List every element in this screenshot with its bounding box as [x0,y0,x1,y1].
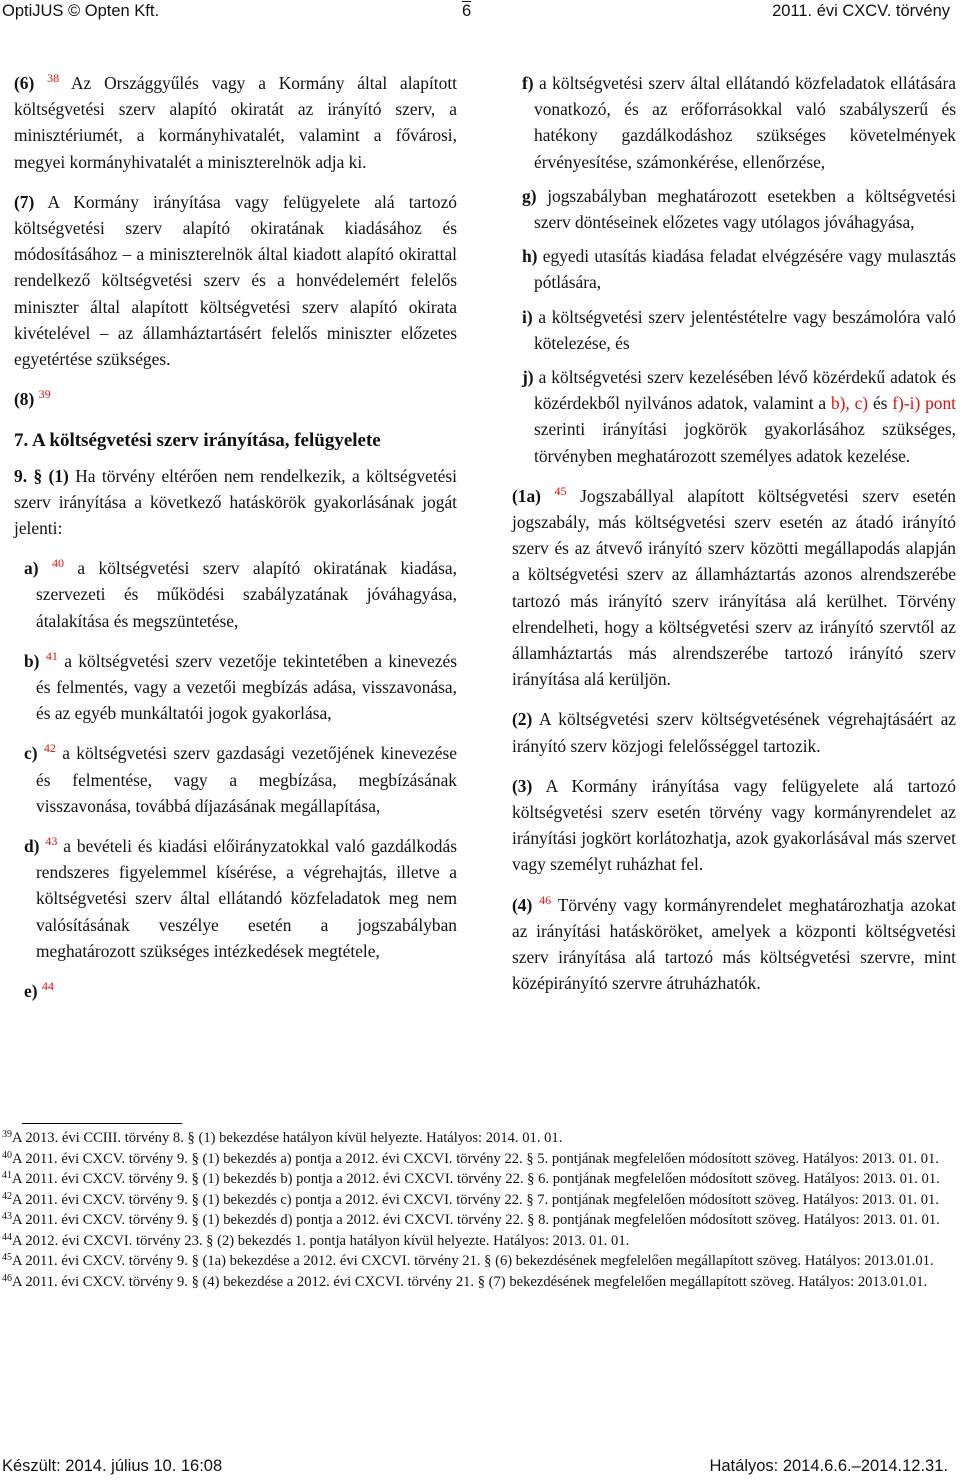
list-item-i [512,304,956,356]
paragraph-label: (1a) [512,485,541,506]
right-column [512,70,956,997]
footnote [2,1210,956,1231]
page-header [0,0,960,26]
footnote-text: A 2011. évi CXCV. törvény 9. § (1) bekezdés a) pontja a 2012. évi CXCVI. törvény 22. § 5. pontjának megfelelően módosított szöveg. Hatályos: 2013. 01. 01. [12,1150,939,1167]
footnote-text: A 2011. évi CXCV. törvény 9. § (1) bekezdés d) pontja a 2012. évi CXCVI. törvény 22. § 8. pontjának megfelelően módosított szöveg. Hatályos: 2013. 01. 01. [12,1212,940,1228]
cross-reference-link[interactable]: b), c) [830,393,869,414]
paragraph-label: (3) [512,775,533,796]
footnote-number: 44 [2,1231,12,1243]
list-item-f [512,70,956,175]
paragraph-text: A Kormány irányítása vagy felügyelete alá tartozó költségvetési szerv esetén törvény vagy kormányrendelet az irányítási jogkört korlátozhatja, azok gyakorlásával más szervet vagy személyt ruházhat fel. [512,775,956,875]
page-number: 6 [462,2,472,20]
footer-created: Készült: 2014. július 10. 16:08 [2,1457,223,1475]
footnote [2,1231,956,1252]
footnote-text: A 2012. évi CXCVI. törvény 23. § (2) bekezdés 1. pontja hatályon kívül helyezte. Hatályos: 2013. 01. 01. [12,1232,630,1249]
footnote-ref-43[interactable]: 43 [45,834,58,849]
item-text: szerinti irányítási jogkörök gyakorlásához szükséges, törvényben meghatározott személyes adatok kezelése. [534,419,956,466]
footnote-number: 41 [2,1170,12,1181]
footnote-number: 45 [2,1252,12,1263]
section-label: 9. § (1) [14,465,69,486]
paragraph-4 [512,892,956,997]
item-label: d) [24,836,40,857]
paragraph-label: (7) [14,191,35,212]
list-item-b [14,648,457,727]
section-heading: 7. A költségvetési szerv irányítása, felügyelete [14,430,381,452]
item-label: b) [24,650,40,671]
paragraph-text: A Kormány irányítása vagy felügyelete alá tartozó költségvetési szerv alapító okiratának kiadásához és módosításához – a miniszterelnök által kiadott alapító okirattal rendelkező költségvetési szerv és a honvédelemért felelős miniszter által alapított költségvetési szerv alapító okirata kivételével – az államháztartásért felelős miniszter előzetes egyetértése szükséges. [14,191,458,370]
item-label: i) [522,306,533,327]
item-text: a költségvetési szerv vezetője tekintetében a kinevezés és felmentés, vagy a vezetői megbízás adása, visszavonása, és az egyéb munkáltatói jogok gyakorlása, [36,650,457,724]
list-item-c [14,740,457,819]
item-label: j) [522,367,534,388]
footer-effective: Hatályos: 2014.6.6.–2014.12.31. [709,1457,948,1475]
list-item-d [14,833,457,964]
item-text: és [872,393,888,414]
paragraph-label: (4) [512,894,533,915]
paragraph-label: (6) [14,73,35,93]
footnote-number: 46 [2,1272,12,1284]
item-label: e) [24,981,38,1002]
paragraph-6 [14,70,457,175]
footnote-ref-44[interactable]: 44 [41,979,54,994]
paragraph-text: Jogszabállyal alapított költségvetési szerv esetén jogszabály, más költségvetési szerv esetén az átadó irányító szerv és az átvevő irányító szerv közötti megállapodás alapján a költségvetési szerv az államháztartás azonos alrendszerébe tartozó más irányító szerv irányítása alá kerülhet. Törvény elrendelheti, hogy a költségvetési szerv az irányító szervtől az államháztartás más alrendszerébe tartozó irányító szerv irányítása alá kerüljön. [512,485,956,690]
item-text: a költségvetési szerv jelentéstételre vagy beszámolóra való kötelezése, és [534,306,956,353]
left-column [14,70,457,1004]
list-item-h [512,243,956,295]
item-text: jogszabályban meghatározott esetekben a költségvetési szerv döntéseinek előzetes vagy utólagos jóváhagyása, [534,185,956,233]
paragraph-8 [14,386,457,412]
footnote-text: A 2011. évi CXCV. törvény 9. § (4) bekezdése a 2012. évi CXCVI. törvény 21. § (7) bekezdésének megfelelően megállapított szöveg. Hatályos: 2013.01.01. [12,1273,928,1290]
section-text: Ha törvény eltérően nem rendelkezik, a költségvetési szerv irányítása a következő hatáskörök gyakorlásának jogát jelenti: [14,465,457,539]
footnote-divider [22,1123,182,1124]
page-footer [0,1454,960,1484]
list-item-e [14,978,457,1004]
paragraph-label: (2) [512,709,533,730]
footnote-number: 42 [2,1190,12,1202]
footnote-ref-38[interactable]: 38 [47,71,60,85]
paragraph-2 [512,706,956,758]
footnote [2,1272,956,1293]
footnote [2,1251,956,1272]
footnote [2,1190,956,1211]
footnote-ref-40[interactable]: 40 [51,556,64,571]
item-label: g) [522,185,537,206]
cross-reference-link[interactable]: f)-i) pont [892,393,956,414]
paragraph-label: (8) [14,389,35,410]
list-item-j [512,364,956,469]
paragraph-text: A költségvetési szerv költségvetésének végrehajtásáért az irányító szerv közjogi felelősséggel tartozik. [512,709,957,756]
footnote-text: A 2011. évi CXCV. törvény 9. § (1) bekezdés b) pontja a 2012. évi CXCVI. törvény 22. § 6. pontjának megfelelően módosított szöveg. Hatályos: 2013. 01. 01. [12,1171,940,1187]
footnote-ref-41[interactable]: 41 [45,648,58,663]
item-text: a költségvetési szerv által ellátandó közfeladatok ellátására vonatkozó, és az erőforrásokkal való szabályszerű és hatékony gazdálkodáshoz szükséges követelmények érvényesítése, számonkérése, ellenőrzése, [534,73,956,172]
footnote-ref-39[interactable]: 39 [38,387,51,402]
footnotes [2,1128,956,1292]
header-publisher: OptiJUS © Opten Kft. [2,2,160,20]
item-label: a) [24,558,39,579]
footnote-ref-42[interactable]: 42 [43,741,56,756]
footnote-number: 43 [2,1211,12,1222]
footnote [2,1169,956,1190]
section-9-intro [14,463,457,542]
header-law-title: 2011. évi CXCV. törvény [772,2,950,20]
list-item-g [512,183,956,235]
footnote-text: A 2013. évi CCIII. törvény 8. § (1) bekezdése hatályon kívül helyezte. Hatályos: 2014. 01. 01. [12,1130,563,1146]
item-label: h) [522,246,538,267]
footnote-number: 39 [2,1129,12,1140]
item-text: a költségvetési szerv alapító okiratának kiadása, szervezeti és működési szabályzatának jóváhagyása, átalakítása és megszüntetése, [36,558,457,631]
footnote-ref-46[interactable]: 46 [539,892,552,907]
item-label: c) [24,743,38,764]
paragraph-3 [512,773,956,878]
footnote [2,1149,956,1170]
item-text: a költségvetési szerv kezelésében lévő közérdekű adatok és közérdekből nyilvános adatok, valamint a [534,367,956,414]
paragraph-text: Törvény vagy kormányrendelet meghatározhatja azokat az irányítási hatásköröket, amelyek a központi költségvetési szerv irányítása alá tartozó más költségvetési szervre, mint középirányító szervre átruházhatók. [512,894,956,994]
footnote [2,1128,956,1149]
item-text: a költségvetési szerv gazdasági vezetőjének kinevezése és felmentése, vagy a megbízása, megbízásának visszavonása, továbbá díjazásának megállapítása, [36,743,457,816]
footnote-text: A 2011. évi CXCV. törvény 9. § (1) bekezdés c) pontja a 2012. évi CXCVI. törvény 22. § 7. pontjának megfelelően módosított szöveg. Hatályos: 2013. 01. 01. [12,1191,939,1208]
item-text: egyedi utasítás kiadása feladat elvégzésére vagy mulasztás pótlására, [534,246,956,293]
footnote-ref-45[interactable]: 45 [554,483,567,498]
list-item-a [14,555,457,634]
item-text: a bevételi és kiadási előirányzatokkal való gazdálkodás rendszeres figyelemmel kísérése, a végrehajtás, illetve a költségvetési szerv által ellátandó közfeladatok meg nem valósításának veszélye esetén a jogszabályban meghatározott szükséges intézkedések megtétele, [36,836,457,961]
footnote-number: 40 [2,1149,12,1161]
item-label: f) [522,73,534,93]
paragraph-7 [14,189,457,372]
paragraph-1a [512,483,956,693]
footnote-text: A 2011. évi CXCV. törvény 9. § (1a) bekezdése a 2012. évi CXCVI. törvény 21. § (6) bekezdésének megfelelően megállapított szöveg. Hatályos: 2013.01.01. [12,1253,934,1269]
paragraph-text: Az Országgyűlés vagy a Kormány által alapított költségvetési szerv alapító okiratát az irányító szerv, a minisztériumét, a kormányhivatalét, valamint a fővárosi, megyei kormányhivatalét a miniszterelnök adja ki. [14,73,457,172]
